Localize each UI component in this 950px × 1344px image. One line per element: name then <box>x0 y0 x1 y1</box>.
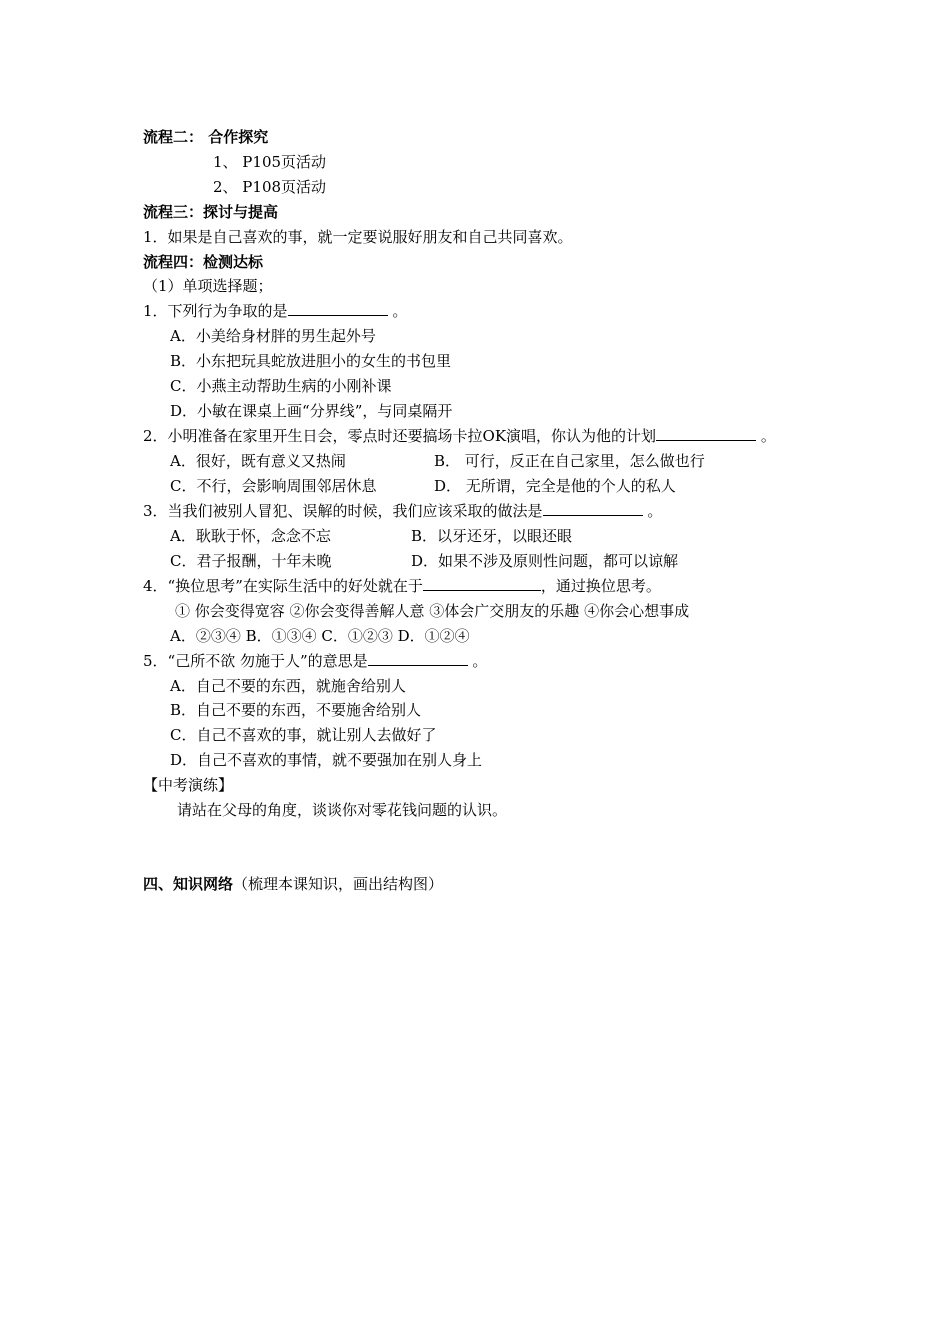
question-5-stem: 5．“己所不欲 勿施于人”的意思是 <box>143 652 368 670</box>
section4-subheading: （1）单项选择题； <box>143 277 273 295</box>
section3-heading: 流程三：探讨与提高 <box>143 203 279 221</box>
q2-option-d: D． 无所谓，完全是他的个人的私人 <box>434 477 676 495</box>
question-1-stem: 1．下列行为争取的是 <box>143 302 288 320</box>
q5-option-b: B．自己不要的东西，不要施舍给别人 <box>170 701 422 719</box>
answer-blank <box>368 651 468 666</box>
q2-option-c: C．不行，会影响周围邻居休息 <box>170 477 377 495</box>
q4-options: A．②③④ B．①③④ C．①②③ D．①②④ <box>170 627 470 645</box>
q1-option-a: A．小美给身材胖的男生起外号 <box>170 327 376 345</box>
q3-option-a: A．耿耿于怀，念念不忘 <box>170 527 331 545</box>
section4-heading: 流程四：检测达标 <box>143 253 264 271</box>
exam-practice-heading: 【中考演练】 <box>143 776 234 794</box>
q3-option-b: B．以牙还牙，以眼还眼 <box>411 527 573 545</box>
q3-option-d: D．如果不涉及原则性问题，都可以谅解 <box>411 552 679 570</box>
section3-text: 1．如果是自己喜欢的事，就一定要说服好朋友和自己共同喜欢。 <box>143 228 573 246</box>
knowledge-network <box>143 874 443 894</box>
q1-option-b: B．小东把玩具蛇放进胆小的女生的书包里 <box>170 352 452 370</box>
answer-blank <box>656 426 756 441</box>
question-1 <box>143 301 407 321</box>
q5-option-d: D．自己不喜欢的事情，就不要强加在别人身上 <box>170 751 483 769</box>
answer-blank <box>288 301 388 316</box>
question-2 <box>143 426 776 446</box>
q3-option-c: C．君子报酬，十年未晚 <box>170 552 332 570</box>
question-5 <box>143 651 487 671</box>
q1-option-c: C．小燕主动帮助生病的小刚补课 <box>170 377 392 395</box>
q1-option-d: D．小敏在课桌上画“分界线”，与同桌隔开 <box>170 402 453 420</box>
question-4-end: ，通过换位思考。 <box>540 577 661 595</box>
knowledge-network-heading: 四、知识网络 <box>143 875 234 893</box>
q5-option-c: C．自己不喜欢的事，就让别人去做好了 <box>170 726 437 744</box>
question-3-end: 。 <box>642 502 663 520</box>
question-1-end: 。 <box>387 302 408 320</box>
section2-item-2: 2、 P108页活动 <box>213 178 327 196</box>
question-3-stem: 3．当我们被别人冒犯、误解的时候，我们应该采取的做法是 <box>143 502 543 520</box>
exam-practice-text: 请站在父母的角度，谈谈你对零花钱问题的认识。 <box>177 801 508 819</box>
q2-option-b: B． 可行，反正在自己家里，怎么做也行 <box>434 452 705 470</box>
q4-statements: ① 你会变得宽容 ②你会变得善解人意 ③体会广交朋友的乐趣 ④你会心想事成 <box>175 602 690 620</box>
question-5-end: 。 <box>467 652 488 670</box>
question-3 <box>143 501 662 521</box>
answer-blank <box>423 576 541 591</box>
question-2-stem: 2．小明准备在家里开生日会，零点时还要搞场卡拉OK演唱，你认为他的计划 <box>143 427 657 445</box>
answer-blank <box>543 501 643 516</box>
question-4 <box>143 576 661 596</box>
q2-option-a: A．很好，既有意义又热闹 <box>170 452 346 470</box>
question-2-end: 。 <box>756 427 776 445</box>
q5-option-a: A．自己不要的东西，就施舍给别人 <box>170 677 406 695</box>
knowledge-network-note: （梳理本课知识，画出结构图） <box>233 875 444 893</box>
section2-heading: 流程二： 合作探究 <box>143 128 269 146</box>
section2-item-1: 1、 P105页活动 <box>213 153 327 171</box>
question-4-stem: 4．“换位思考”在实际生活中的好处就在于 <box>143 577 423 595</box>
